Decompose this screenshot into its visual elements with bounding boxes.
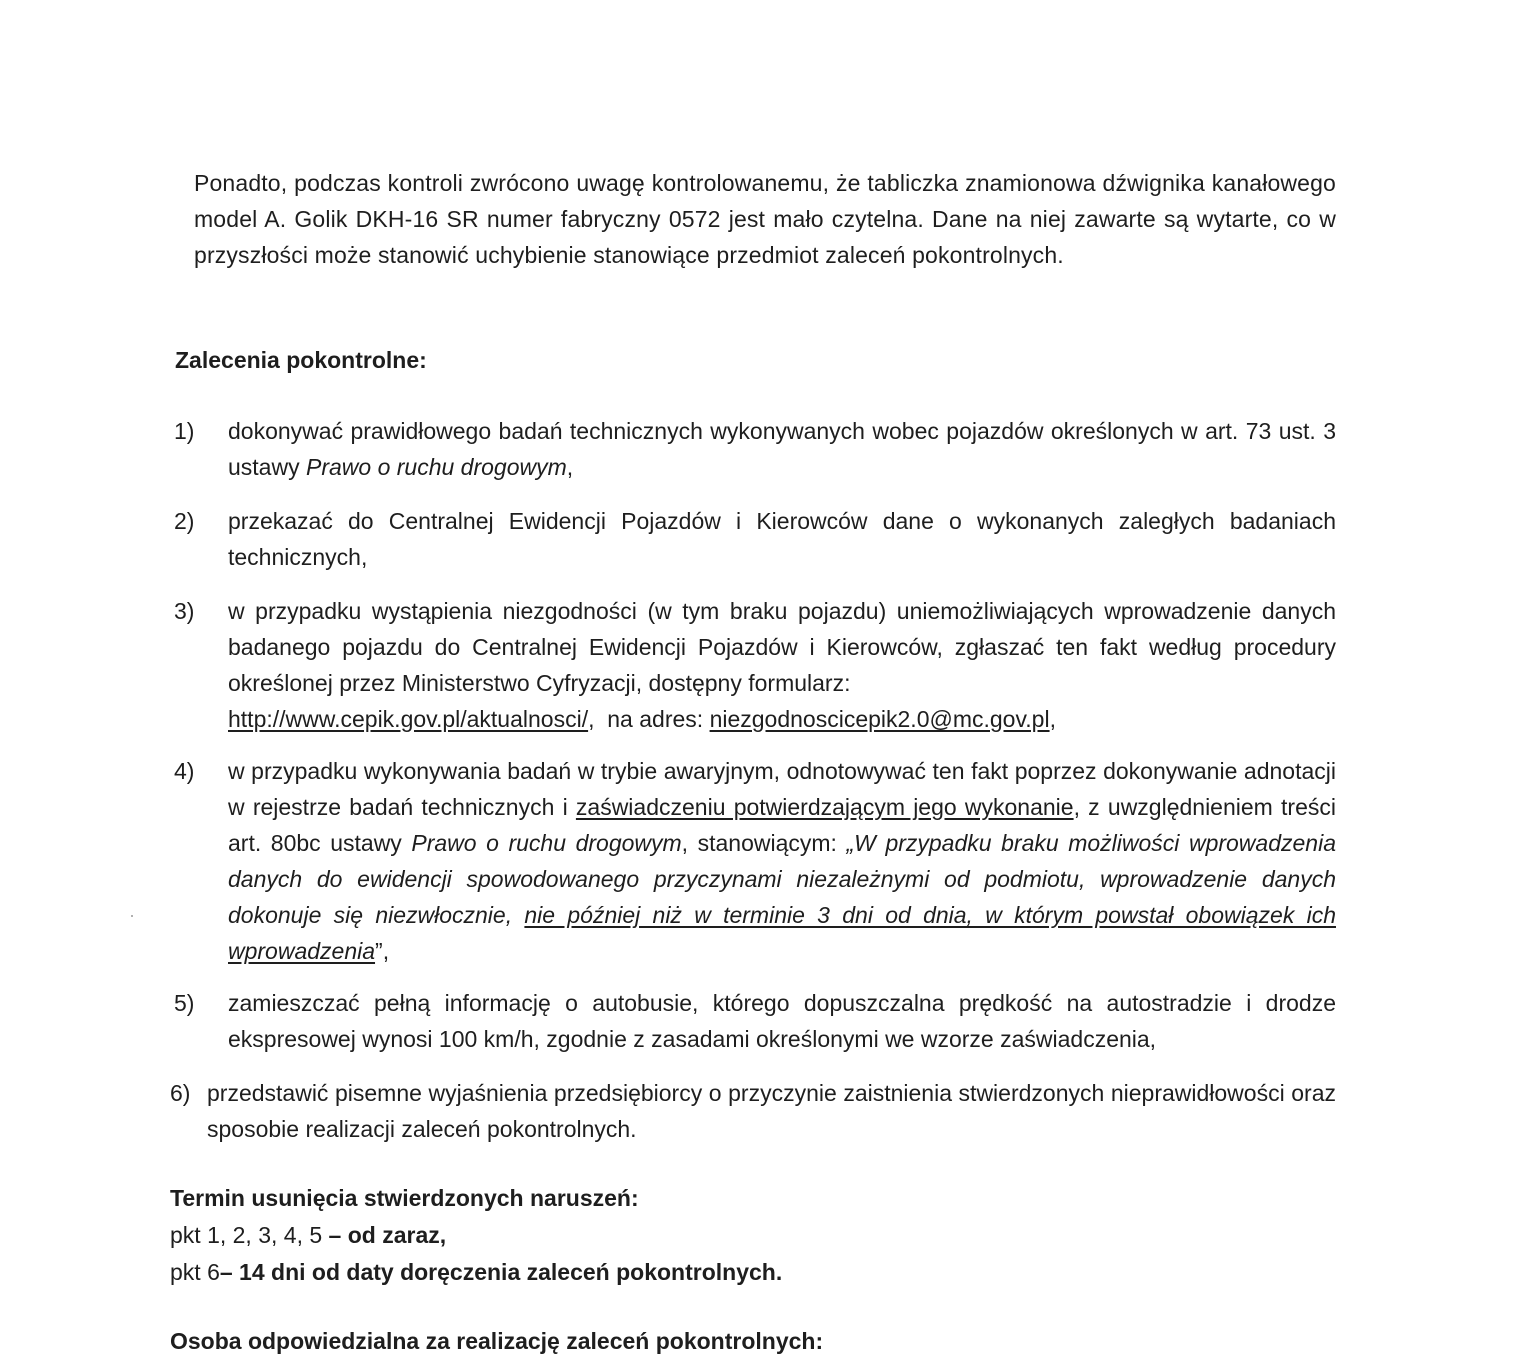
deadline-line-1 (170, 1217, 782, 1254)
item-number: 2) (174, 508, 195, 534)
item-number: 5) (174, 990, 195, 1016)
item-text: dokonywać prawidłowego badań technicznych wykonywanych wobec pojazdów określonych w art. 73 ust. 3 ustawy (228, 418, 1336, 480)
law-title-italic: Prawo o ruchu drogowym (305, 454, 567, 480)
cepik-news-link[interactable]: http://www.cepik.gov.pl/aktualnosci/ (228, 706, 589, 732)
deadline-points: pkt 1, 2, 3, 4, 5 (170, 1222, 329, 1248)
deadline-section (170, 1180, 782, 1291)
deadline-value: – od zaraz, (328, 1222, 447, 1248)
law-title-italic: Prawo o ruchu drogowym (411, 830, 682, 856)
item-text: przekazać do Centralnej Ewidencji Pojazdów i Kierowców dane o wykonanych zaległych badaniach technicznych, (228, 508, 1336, 570)
item-text-end: , (1049, 706, 1056, 732)
item-text-mid: , na adres: (588, 706, 710, 732)
item-number: 3) (174, 598, 195, 624)
recommendation-item-6 (170, 1075, 1336, 1147)
underlined-certificate-text: zaświadczeniu potwierdzającym jego wykonanie (575, 794, 1074, 820)
item-text: zamieszczać pełną informację o autobusie, którego dopuszczalna prędkość na autostradzie i drodze ekspresowej wynosi 100 km/h, zgodnie z zasadami określonymi we wzorze zaświadczenia, (228, 990, 1336, 1052)
responsible-person-heading: Osoba odpowiedzialna za realizację zaleceń pokontrolnych: (170, 1328, 824, 1354)
deadline-value: – 14 dni od daty doręczenia zaleceń pokontrolnych. (219, 1259, 783, 1285)
intro-paragraph: Ponadto, podczas kontroli zwrócono uwagę kontrolowanemu, że tabliczka znamionowa dźwignika kanałowego model A. Golik DKH-16 SR numer fabryczny 0572 jest mało czytelna. Dane na niej zawarte są wytarte, co w przyszłości może stanowić uchybienie stanowiące przedmiot zaleceń pokontrolnych. (194, 170, 1336, 268)
email-link[interactable]: niezgodnoscicepik2.0@mc.gov.pl (709, 706, 1050, 732)
item-text: przedstawić pisemne wyjaśnienia przedsiębiorcy o przyczynie zaistnienia stwierdzonych nieprawidłowości oraz sposobie realizacji zaleceń pokontrolnych. (207, 1080, 1336, 1142)
item-number: 4) (174, 758, 195, 784)
scan-speck (131, 915, 133, 917)
item-text-mid: , z uwzględnieniem treści art. 80bc ustawy (228, 794, 1336, 856)
item-text-end: , (566, 454, 574, 480)
recommendation-item-3 (170, 593, 1336, 737)
recommendations-heading: Zalecenia pokontrolne: (175, 347, 427, 373)
deadline-heading: Termin usunięcia stwierdzonych naruszeń: (170, 1185, 639, 1211)
item-text: w przypadku wykonywania badań w trybie awaryjnym, odnotowywać ten fakt poprzez dokonywanie adnotacji w rejestrze badań technicznych i (228, 758, 1336, 820)
recommendation-item-2 (170, 503, 1336, 575)
item-number: 6) (170, 1080, 191, 1106)
deadline-line-2 (170, 1254, 782, 1291)
item-text-mid2: , stanowiącym: (681, 830, 847, 856)
recommendation-item-1 (170, 413, 1336, 485)
item-text: w przypadku wystąpienia niezgodności (w tym braku pojazdu) uniemożliwiających wprowadzenie danych badanego pojazdu do Centralnej Ewidencji Pojazdów i Kierowców, zgłaszać ten fakt według procedury określonej przez Ministerstwo Cyfryzacji, dostępny formularz: (228, 598, 1336, 696)
item-text-end: ”, (375, 938, 390, 964)
deadline-points: pkt 6 (170, 1259, 220, 1285)
item-number: 1) (174, 418, 195, 444)
recommendation-item-4 (170, 753, 1336, 969)
recommendation-item-5 (170, 985, 1336, 1057)
law-quote-italic: „W przypadku braku możliwości wprowadzenia danych do ewidencji spowodowanego przyczynami niezależnymi od podmiotu, wprowadzenie danych dokonuje się niezwłocznie, (228, 830, 1336, 928)
law-quote-underlined: nie później niż w terminie 3 dni od dnia, w którym powstał obowiązek ich wprowadzenia (228, 902, 1336, 964)
